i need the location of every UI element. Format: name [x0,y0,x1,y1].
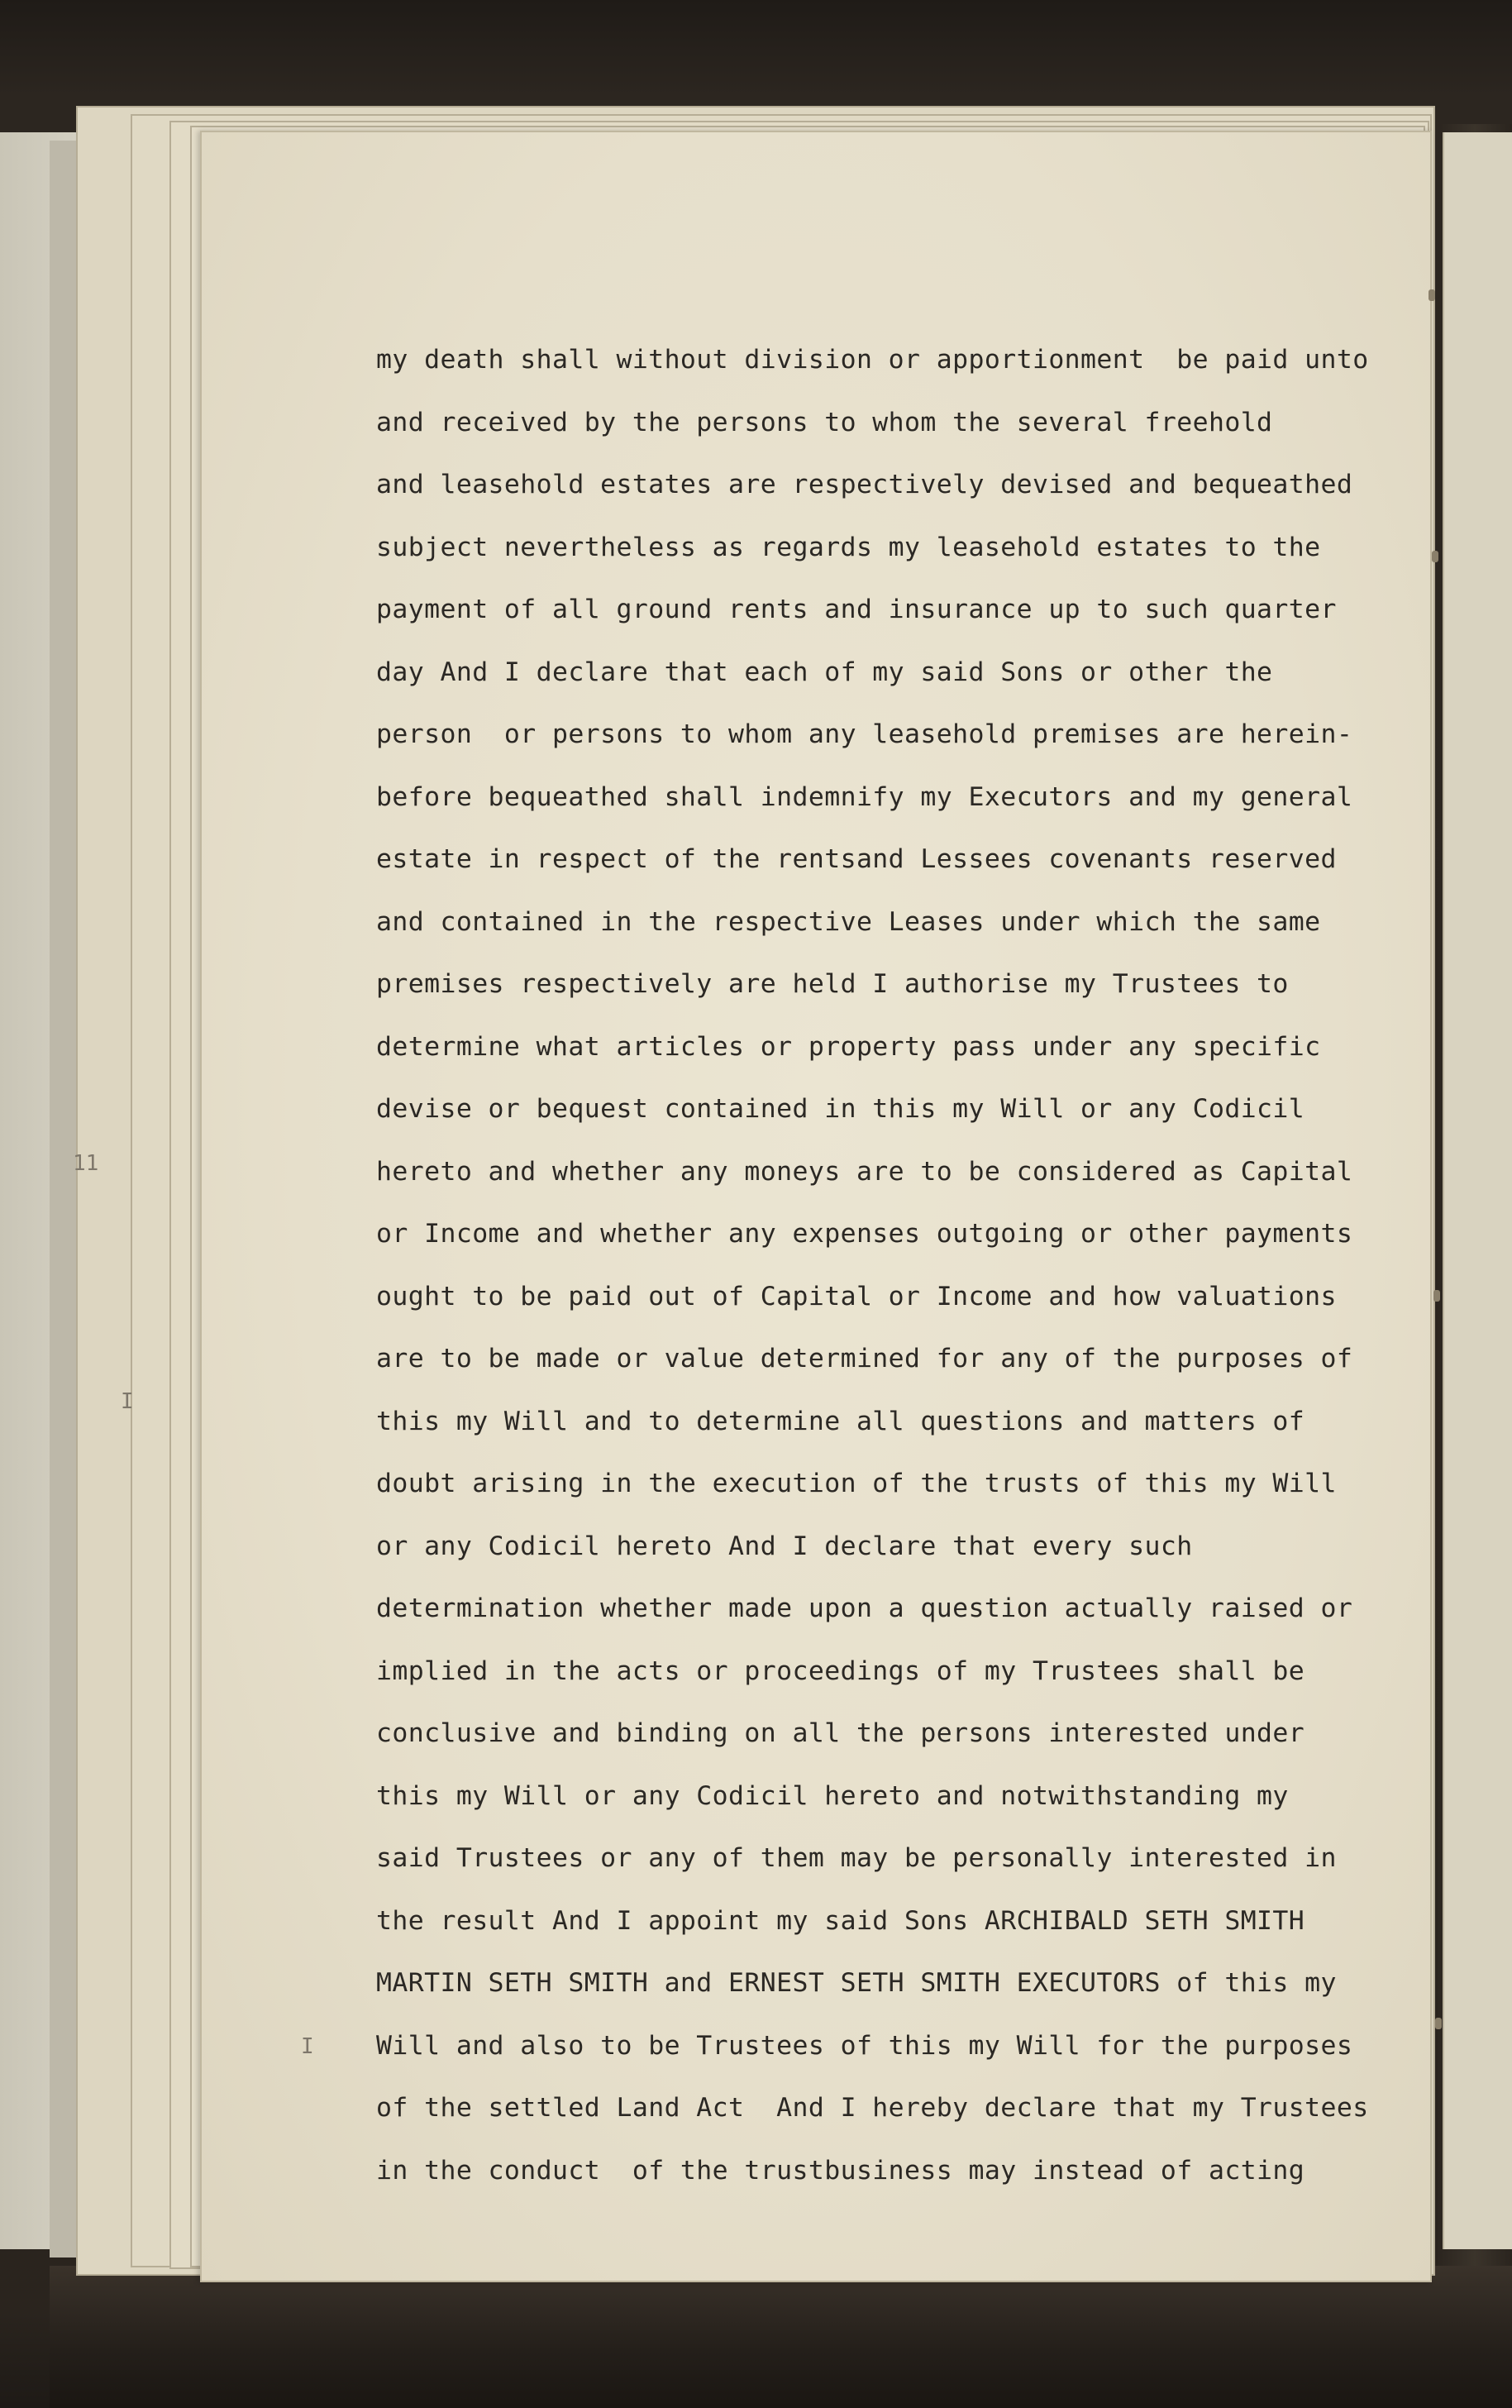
binding-board-bottom [50,2266,1512,2408]
text-line: are to be made or value determined for any of the purposes of [376,1344,1353,1374]
margin-mark: 11 [73,1151,99,1176]
text-line: estate in respect of the rentsand Lessees covenants reserved [376,844,1337,874]
text-line: this my Will and to determine all questions and matters of [376,1406,1305,1436]
text-line: conclusive and binding on all the persons interested under [376,1718,1305,1748]
text-line: ought to be paid out of Capital or Income and how valuations [376,1281,1337,1312]
text-line: day And I declare that each of my said Sons or other the [376,657,1273,687]
text-line: payment of all ground rents and insurance up to such quarter [376,595,1337,624]
text-line: said Trustees or any of them may be personally interested in [376,1843,1337,1873]
text-line: and leasehold estates are respectively devised and bequeathed [376,470,1353,499]
underlying-right-page [1443,132,1512,2249]
text-line: subject nevertheless as regards my leasehold estates to the [376,532,1321,562]
text-line: person or persons to whom any leasehold premises are herein- [376,719,1353,749]
text-line: in the conduct of the trustbusiness may instead of acting [376,2155,1305,2186]
page-tab-mark [1435,2018,1442,2029]
text-line: MARTIN SETH SMITH and ERNEST SETH SMITH EXECUTORS of this my [376,1968,1337,1998]
page-tab-mark [1429,289,1435,301]
text-line: and contained in the respective Leases under which the same [376,906,1321,937]
text-line: doubt arising in the execution of the trusts of this my Will [376,1469,1337,1498]
text-line: determine what articles or property pass under any specific [376,1031,1321,1062]
page-tab-mark [1432,551,1438,562]
text-line: this my Will or any Codicil hereto and notwithstanding my [376,1780,1289,1811]
text-line: implied in the acts or proceedings of my Trustees shall be [376,1656,1305,1686]
text-line: hereto and whether any moneys are to be considered as Capital [376,1156,1353,1187]
text-line: determination whether made upon a question actually raised or [376,1593,1353,1623]
text-line: Will and also to be Trustees of this my Will for the purposes [376,2030,1353,2061]
text-line: my death shall without division or apportionment be paid unto [376,345,1369,375]
text-line: the result And I appoint my said Sons ARCHIBALD SETH SMITH [376,1905,1305,1936]
page-tab-mark [1433,1290,1440,1302]
text-line: or any Codicil hereto And I declare that every such [376,1531,1193,1561]
text-line: of the settled Land Act And I hereby declare that my Trustees [376,2093,1369,2123]
left-page-shadow [50,141,79,2258]
text-line: premises respectively are held I authorise my Trustees to [376,969,1289,999]
text-line: before bequeathed shall indemnify my Executors and my general [376,781,1353,812]
typed-text-body [376,329,1409,2202]
margin-mark: I [301,2034,314,2059]
text-line: or Income and whether any expenses outgoing or other payments [376,1219,1353,1249]
text-line: and received by the persons to whom the several freehold [376,407,1273,437]
text-line: devise or bequest contained in this my Will or any Codicil [376,1094,1305,1124]
margin-mark: I [121,1389,134,1414]
